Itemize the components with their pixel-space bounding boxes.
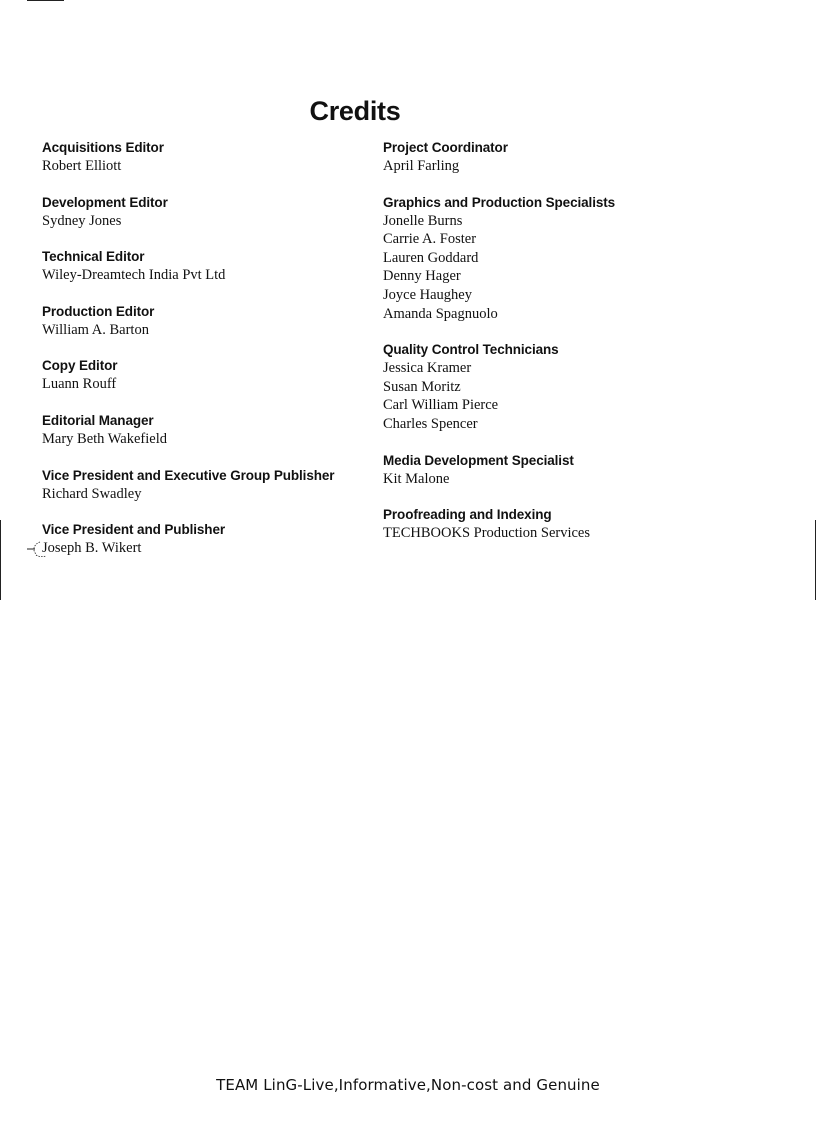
credit-role: Graphics and Production Specialists <box>383 194 616 210</box>
credit-group-production-editor <box>42 303 362 340</box>
credit-names <box>42 212 362 231</box>
credit-role: Vice President and Publisher <box>42 522 226 538</box>
footer-text: TEAM LinG-Live,Informative,Non-cost and Genuine <box>216 1076 600 1094</box>
page-title: Credits <box>309 96 401 126</box>
credit-role: Development Editor <box>42 194 168 210</box>
credits-left-column <box>42 139 362 576</box>
credit-group-editorial-manager <box>42 412 362 449</box>
credit-role: Production Editor <box>42 303 155 319</box>
credit-name: Amanda Spagnuolo <box>383 305 498 322</box>
credit-names <box>42 539 362 558</box>
crop-mark-left <box>0 520 1 600</box>
credit-name: Jonelle Burns <box>383 212 463 229</box>
credit-name: TECHBOOKS Production Services <box>383 525 591 542</box>
credit-name: Denny Hager <box>383 268 461 285</box>
credit-name: Joseph B. Wikert <box>42 540 142 557</box>
credit-names <box>383 524 783 543</box>
credit-name-with-mark <box>42 539 362 558</box>
credit-group-project-coordinator <box>383 139 783 176</box>
credit-name: Robert Elliott <box>42 158 122 174</box>
credit-names <box>42 321 362 340</box>
credit-name: William A. Barton <box>42 321 149 338</box>
credit-name: Charles Spencer <box>383 415 478 432</box>
credit-name: Luann Rouff <box>42 376 117 393</box>
credit-group-technical-editor <box>42 248 362 285</box>
credit-role: Quality Control Technicians <box>383 342 559 358</box>
credit-name: Carl William Pierce <box>383 397 499 414</box>
credits-right-column <box>383 139 783 561</box>
credit-group-development-editor <box>42 194 362 231</box>
credit-names <box>383 359 783 433</box>
credit-group-graphics-production-specialists <box>383 194 783 324</box>
credit-group-vp-publisher <box>42 521 362 558</box>
credit-name: April Farling <box>383 158 460 174</box>
crop-mark-top <box>27 0 64 1</box>
credit-group-proofreading-indexing <box>383 506 783 543</box>
credit-role: Media Development Specialist <box>383 452 574 468</box>
pen-mark-icon <box>26 541 54 561</box>
credit-name: Mary Beth Wakefield <box>42 430 167 447</box>
credit-group-copy-editor <box>42 357 362 394</box>
credit-role: Vice President and Executive Group Publisher <box>42 467 335 483</box>
credit-names <box>42 266 362 285</box>
credit-names <box>42 430 362 449</box>
credit-role: Copy Editor <box>42 358 118 374</box>
credit-name: Carrie A. Foster <box>383 231 477 248</box>
credit-role: Technical Editor <box>42 249 145 265</box>
credit-group-media-development-specialist <box>383 452 783 489</box>
credit-name: Wiley-Dreamtech India Pvt Ltd <box>42 267 226 284</box>
credit-group-acquisitions-editor <box>42 139 362 176</box>
credit-group-quality-control-technicians <box>383 341 783 433</box>
credit-name: Susan Moritz <box>383 378 461 395</box>
credit-name: Sydney Jones <box>42 212 122 229</box>
credit-group-vp-executive-group-publisher <box>42 467 362 504</box>
credit-role: Proofreading and Indexing <box>383 507 552 523</box>
credit-name: Joyce Haughey <box>383 286 472 303</box>
credit-role: Project Coordinator <box>383 140 508 155</box>
credit-role: Acquisitions Editor <box>42 140 164 155</box>
credit-names <box>42 485 362 504</box>
credit-names <box>383 212 783 324</box>
credit-names <box>383 157 783 176</box>
credit-name: Kit Malone <box>383 470 450 487</box>
credit-names <box>42 157 362 176</box>
credit-names <box>383 470 783 489</box>
credit-name: Richard Swadley <box>42 485 142 502</box>
credit-role: Editorial Manager <box>42 412 154 428</box>
credit-names <box>42 375 362 394</box>
credit-name: Jessica Kramer <box>383 360 472 377</box>
credit-name: Lauren Goddard <box>383 249 479 266</box>
